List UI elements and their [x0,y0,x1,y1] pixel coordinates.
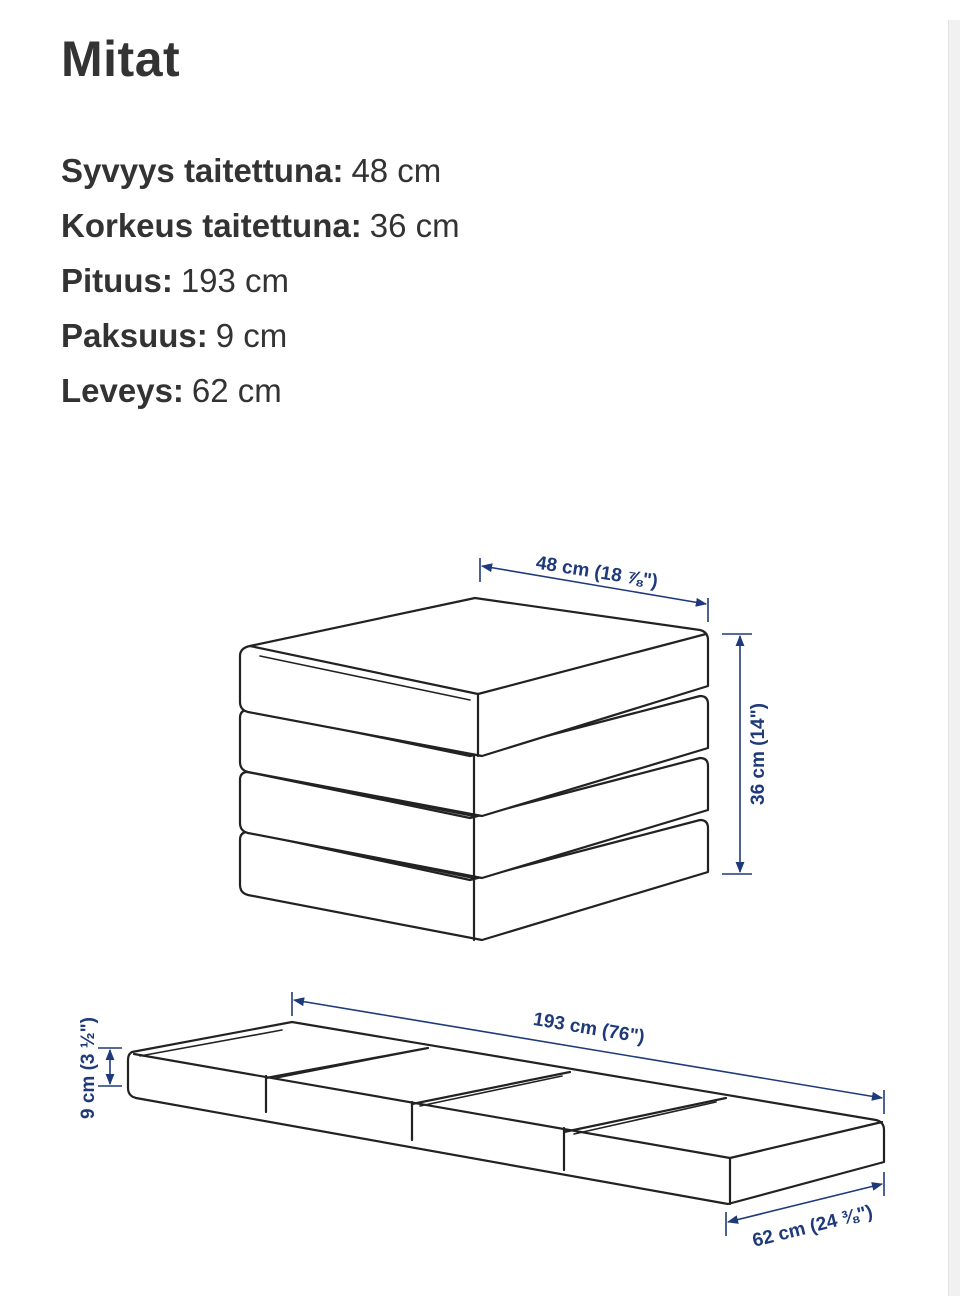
dimension-label: Syvyys taitettuna: [61,152,344,189]
depth-dimension-label: 48 cm (18 ⅞") [534,552,660,593]
height-dimension-label: 36 cm (14") [748,703,769,805]
height-dimension [722,634,769,874]
thickness-dimension [78,1017,122,1119]
dimension-label: Paksuus: [61,317,208,354]
thickness-dimension-label: 9 cm (3 ½") [78,1017,99,1119]
dimension-value: 36 cm [369,207,460,244]
dimension-value: 62 cm [191,372,282,409]
dimension-label: Leveys: [61,372,184,409]
dimension-label: Pituus: [61,262,173,299]
width-dimension-label: 62 cm (24 ⅜") [750,1201,875,1252]
scrollbar-track[interactable] [948,20,960,1296]
dimension-value: 193 cm [180,262,290,299]
dimension-label: Korkeus taitettuna: [61,207,362,244]
dimension-value: 48 cm [351,152,442,189]
unfolded-mattress-drawing [128,1022,884,1204]
dimension-value: 9 cm [215,317,288,354]
length-dimension-label: 193 cm (76") [531,1009,647,1049]
folded-mattress-drawing [240,598,708,940]
section-title: Mitat [61,31,181,87]
